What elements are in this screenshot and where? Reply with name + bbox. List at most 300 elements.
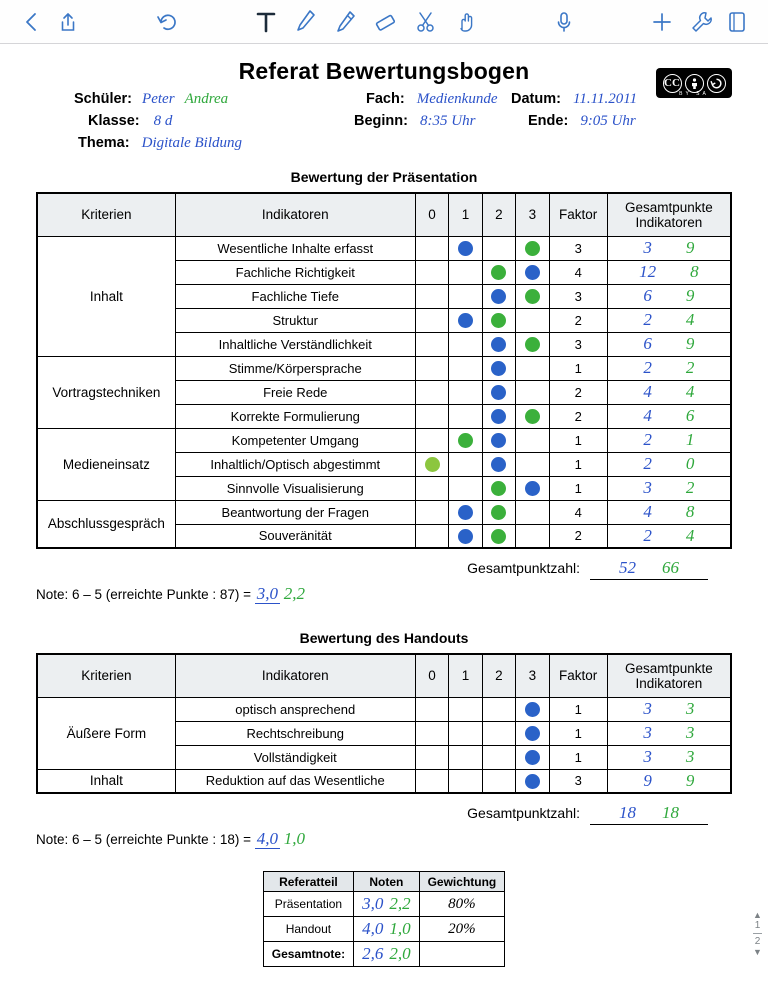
gesamtpunkte-green: 4	[685, 525, 695, 545]
score-cell	[516, 380, 549, 404]
score-cell	[415, 428, 448, 452]
gesamtpunkte-blue: 2	[643, 525, 652, 545]
presentation-total-label: Gesamtpunktzahl:	[467, 560, 580, 576]
summary-note-green: 1,0	[389, 919, 411, 938]
col-gesamtpunkte	[607, 193, 731, 236]
value-thema: Digitale Bildung	[141, 135, 243, 151]
presentation-note-green: 2,2	[283, 584, 306, 603]
score-cell-marked	[516, 236, 549, 260]
gesamtpunkte-cell	[607, 284, 731, 308]
score-cell	[449, 476, 482, 500]
score-dot-blue	[525, 702, 540, 717]
header-fields	[36, 91, 732, 157]
score-dot-blue	[491, 385, 506, 400]
indicator-cell: Wesentliche Inhalte erfasst	[175, 236, 415, 260]
score-dot-blue	[525, 265, 540, 280]
table-row	[37, 697, 731, 721]
label-ende: Ende:	[528, 113, 569, 129]
col-indikatoren: Indikatoren	[175, 654, 415, 697]
indicator-cell: Rechtschreibung	[175, 721, 415, 745]
score-cell-marked	[415, 452, 448, 476]
score-cell	[415, 500, 448, 524]
value-beginn: 8:35 Uhr	[420, 113, 476, 129]
summary-col-referatteil: Referatteil	[263, 872, 353, 892]
criterion-cell: Inhalt	[37, 769, 175, 793]
col-gesamtpunkte	[607, 654, 731, 697]
col-kriterien: Kriterien	[37, 654, 175, 697]
faktor-cell: 1	[549, 428, 607, 452]
indicator-cell: Fachliche Tiefe	[175, 284, 415, 308]
criterion-cell: Äußere Form	[37, 697, 175, 769]
score-dot-blue	[525, 481, 540, 496]
col-faktor: Faktor	[549, 654, 607, 697]
score-cell	[516, 500, 549, 524]
gesamtpunkte-green: 9	[685, 238, 695, 257]
score-cell	[415, 476, 448, 500]
document-page	[0, 58, 768, 967]
indicator-cell: Kompetenter Umgang	[175, 428, 415, 452]
faktor-cell: 1	[549, 452, 607, 476]
label-fach: Fach:	[366, 91, 405, 107]
presentation-table	[36, 192, 732, 549]
indicator-cell: Sinnvolle Visualisierung	[175, 476, 415, 500]
gesamtpunkte-cell	[607, 236, 731, 260]
handout-note-line	[36, 829, 732, 849]
gesamtpunkte-blue: 3	[643, 747, 652, 766]
table-header-row	[37, 654, 731, 697]
criterion-cell: Vortragstechniken	[37, 356, 175, 428]
col-3: 3	[516, 193, 549, 236]
handout-table	[36, 653, 732, 794]
gesamtpunkte-cell	[607, 308, 731, 332]
score-cell	[449, 769, 482, 793]
indicator-cell: Vollständigkeit	[175, 745, 415, 769]
presentation-total-values	[590, 558, 708, 580]
indicator-cell: Fachliche Richtigkeit	[175, 260, 415, 284]
score-dot-blue	[491, 409, 506, 424]
share-icon[interactable]	[46, 11, 90, 33]
score-cell-marked	[482, 452, 515, 476]
summary-note	[354, 917, 420, 942]
score-cell-marked	[516, 721, 549, 745]
handout-total-values	[590, 803, 708, 825]
faktor-cell: 3	[549, 236, 607, 260]
microphone-icon[interactable]	[544, 10, 584, 34]
score-cell	[449, 721, 482, 745]
score-dot-blue	[525, 726, 540, 741]
score-cell	[482, 769, 515, 793]
score-dot-green	[525, 289, 540, 304]
gesamtpunkte-blue: 2	[643, 454, 652, 473]
value-datum: 11.11.2011	[572, 91, 638, 107]
score-cell-marked	[482, 476, 515, 500]
col-1: 1	[449, 654, 482, 697]
score-cell	[415, 380, 448, 404]
value-fach: Medienkunde	[416, 91, 498, 107]
table-row	[37, 769, 731, 793]
score-cell	[415, 284, 448, 308]
summary-note	[354, 892, 420, 917]
wrench-icon[interactable]	[682, 10, 722, 34]
cc-icon: CC	[663, 74, 682, 93]
score-dot-blue	[491, 457, 506, 472]
summary-header-row	[263, 872, 505, 892]
indicator-cell: Freie Rede	[175, 380, 415, 404]
criterion-cell: Inhalt	[37, 236, 175, 356]
score-cell	[415, 308, 448, 332]
score-cell	[449, 452, 482, 476]
gesamtpunkte-green: 2	[685, 358, 695, 377]
indicator-cell: Inhaltliche Verständlichkeit	[175, 332, 415, 356]
table-row	[37, 236, 731, 260]
score-cell-marked	[449, 524, 482, 548]
col-0: 0	[415, 654, 448, 697]
score-cell-marked	[482, 284, 515, 308]
score-dot-green	[425, 457, 440, 472]
score-cell	[415, 769, 448, 793]
score-cell	[449, 356, 482, 380]
score-cell	[415, 260, 448, 284]
indicator-cell: Stimme/Körpersprache	[175, 356, 415, 380]
score-cell-marked	[516, 260, 549, 284]
back-icon[interactable]	[16, 11, 46, 33]
score-dot-blue	[491, 361, 506, 376]
gesamtpunkte-cell	[607, 524, 731, 548]
col-kriterien: Kriterien	[37, 193, 175, 236]
summary-weight: 20%	[419, 917, 505, 942]
col-gesamtpunkte-line2: Indikatoren	[635, 214, 703, 230]
presentation-section-title: Bewertung der Präsentation	[290, 169, 478, 185]
page-navigator[interactable]	[753, 910, 762, 957]
score-dot-blue	[525, 750, 540, 765]
score-cell-marked	[516, 769, 549, 793]
score-cell	[415, 745, 448, 769]
presentation-note-line	[36, 584, 732, 604]
score-cell-marked	[516, 404, 549, 428]
handout-note-text: Note: 6 – 5 (erreichte Punkte : 18) =	[36, 832, 251, 847]
score-dot-green	[525, 409, 540, 424]
summary-part: Gesamtnote:	[263, 942, 353, 967]
summary-note-blue: 2,6	[362, 944, 384, 963]
gesamtpunkte-blue: 2	[643, 430, 652, 449]
text-tool-icon[interactable]	[246, 10, 286, 34]
indicator-cell: optisch ansprechend	[175, 697, 415, 721]
score-cell-marked	[516, 332, 549, 356]
score-dot-green	[491, 265, 506, 280]
score-cell	[449, 332, 482, 356]
label-klasse: Klasse:	[88, 113, 140, 129]
summary-weight: 80%	[419, 892, 505, 917]
label-datum: Datum:	[511, 91, 561, 107]
pen-tool-icon[interactable]	[286, 9, 326, 35]
score-dot-green	[525, 337, 540, 352]
summary-row	[263, 942, 505, 967]
handout-section-title: Bewertung des Handouts	[299, 630, 469, 646]
score-cell-marked	[482, 308, 515, 332]
gesamtpunkte-green: 3	[685, 723, 695, 742]
score-cell	[449, 697, 482, 721]
indicator-cell: Struktur	[175, 308, 415, 332]
score-dot-green	[491, 481, 506, 496]
indicator-cell: Reduktion auf das Wesentliche	[175, 769, 415, 793]
gesamtpunkte-cell	[607, 332, 731, 356]
score-cell	[449, 404, 482, 428]
presentation-total-blue: 52	[619, 558, 637, 577]
score-cell	[415, 404, 448, 428]
col-2: 2	[482, 193, 515, 236]
score-cell-marked	[449, 428, 482, 452]
gesamtpunkte-cell	[607, 697, 731, 721]
label-beginn: Beginn:	[354, 113, 408, 129]
summary-weight	[419, 942, 505, 967]
gesamtpunkte-cell	[607, 769, 731, 793]
criterion-cell: Abschlussgespräch	[37, 500, 175, 548]
col-2: 2	[482, 654, 515, 697]
score-cell	[415, 524, 448, 548]
table-header-row	[37, 193, 731, 236]
score-dot-blue	[458, 313, 473, 328]
gesamtpunkte-blue: 4	[643, 382, 652, 401]
gesamtpunkte-cell	[607, 476, 731, 500]
handout-note-green: 1,0	[283, 829, 306, 848]
summary-part: Handout	[263, 917, 353, 942]
col-faktor: Faktor	[549, 193, 607, 236]
score-dot-blue	[525, 774, 540, 789]
score-cell	[516, 524, 549, 548]
gesamtpunkte-blue: 3	[643, 699, 652, 718]
gesamtpunkte-blue: 3	[643, 723, 652, 742]
indicator-cell: Inhaltlich/Optisch abgestimmt	[175, 452, 415, 476]
score-cell	[449, 260, 482, 284]
col-0: 0	[415, 193, 448, 236]
faktor-cell: 4	[549, 260, 607, 284]
score-dot-blue	[491, 337, 506, 352]
gesamtpunkte-blue: 4	[643, 406, 652, 425]
gesamtpunkte-green: 8	[690, 262, 699, 281]
gesamtpunkte-cell	[607, 452, 731, 476]
gesamtpunkte-blue: 6	[643, 334, 652, 353]
score-cell-marked	[449, 308, 482, 332]
score-dot-green	[491, 505, 506, 520]
gesamtpunkte-green: 1	[685, 430, 695, 449]
summary-row	[263, 917, 505, 942]
score-cell	[449, 284, 482, 308]
gesamtpunkte-green: 9	[685, 334, 695, 353]
gesamtpunkte-cell	[607, 260, 731, 284]
summary-note-blue: 3,0	[362, 894, 384, 913]
undo-icon[interactable]	[148, 11, 188, 33]
presentation-total-green: 66	[661, 558, 679, 577]
gesamtpunkte-green: 8	[685, 502, 695, 521]
score-dot-blue	[458, 529, 473, 544]
faktor-cell: 3	[549, 332, 607, 356]
score-dot-green	[458, 433, 473, 448]
page-current: 1	[754, 920, 761, 931]
score-cell	[516, 308, 549, 332]
gesamtpunkte-blue: 6	[643, 286, 652, 305]
summary-part: Präsentation	[263, 892, 353, 917]
scissors-icon[interactable]	[406, 10, 446, 34]
value-schueler-blue: Peter	[142, 91, 175, 107]
score-dot-blue	[491, 289, 506, 304]
score-cell	[415, 721, 448, 745]
gesamtpunkte-green: 3	[685, 747, 695, 766]
indicator-cell: Korrekte Formulierung	[175, 404, 415, 428]
gesamtpunkte-cell	[607, 500, 731, 524]
presentation-note-text: Note: 6 – 5 (erreichte Punkte : 87) =	[36, 587, 251, 602]
gesamtpunkte-blue: 12	[639, 262, 657, 281]
gesamtpunkte-green: 6	[685, 406, 695, 425]
faktor-cell: 1	[549, 697, 607, 721]
gesamtpunkte-blue: 9	[643, 770, 652, 790]
gesamtpunkte-blue: 2	[643, 358, 652, 377]
faktor-cell: 2	[549, 308, 607, 332]
col-1: 1	[449, 193, 482, 236]
score-cell	[415, 236, 448, 260]
summary-note	[354, 942, 420, 967]
score-cell	[516, 452, 549, 476]
table-row	[37, 500, 731, 524]
score-dot-blue	[458, 241, 473, 256]
presentation-note-blue: 3,0	[256, 584, 279, 603]
label-thema: Thema:	[78, 135, 130, 151]
highlighter-tool-icon[interactable]	[326, 9, 366, 35]
value-ende: 9:05 Uhr	[580, 113, 636, 129]
gesamtpunkte-blue: 3	[643, 478, 652, 497]
score-dot-green	[491, 313, 506, 328]
page-divider	[753, 933, 762, 934]
col-gesamtpunkte-line1: Gesamtpunkte	[624, 660, 713, 676]
gesamtpunkte-cell	[607, 404, 731, 428]
gesamtpunkte-green: 0	[685, 454, 695, 473]
label-schueler: Schüler:	[74, 91, 133, 107]
criterion-cell: Medieneinsatz	[37, 428, 175, 500]
pages-icon[interactable]	[722, 10, 752, 34]
score-cell-marked	[449, 236, 482, 260]
col-gesamtpunkte-line2: Indikatoren	[635, 675, 703, 691]
gesamtpunkte-green: 2	[685, 478, 695, 497]
page-title: Referat Bewertungsbogen	[238, 58, 530, 84]
faktor-cell: 3	[549, 284, 607, 308]
gesamtpunkte-green: 3	[685, 699, 695, 718]
summary-row	[263, 892, 505, 917]
score-cell	[415, 356, 448, 380]
summary-note-green: 2,2	[389, 894, 411, 913]
summary-note-green: 2,0	[389, 944, 411, 963]
score-cell-marked	[516, 476, 549, 500]
score-cell	[415, 332, 448, 356]
page-down-icon[interactable]: ▼	[753, 947, 762, 957]
handout-totals	[36, 803, 732, 825]
score-cell	[516, 428, 549, 452]
col-gesamtpunkte-line1: Gesamtpunkte	[624, 199, 713, 215]
score-cell-marked	[482, 356, 515, 380]
faktor-cell: 2	[549, 524, 607, 548]
gesamtpunkte-blue: 4	[643, 502, 652, 521]
score-cell-marked	[516, 284, 549, 308]
score-cell-marked	[482, 500, 515, 524]
score-cell-marked	[482, 404, 515, 428]
gesamtpunkte-cell	[607, 428, 731, 452]
table-row	[37, 428, 731, 452]
handout-total-blue: 18	[619, 803, 637, 822]
gesamtpunkte-blue: 2	[643, 310, 652, 329]
table-row	[37, 356, 731, 380]
score-dot-blue	[458, 505, 473, 520]
score-cell-marked	[449, 500, 482, 524]
handout-total-label: Gesamtpunktzahl:	[467, 805, 580, 821]
score-cell-marked	[482, 260, 515, 284]
page-up-icon[interactable]: ▲	[753, 910, 762, 920]
score-cell-marked	[516, 745, 549, 769]
faktor-cell: 1	[549, 476, 607, 500]
faktor-cell: 3	[549, 769, 607, 793]
eraser-icon[interactable]	[366, 10, 406, 34]
score-cell	[516, 356, 549, 380]
faktor-cell: 2	[549, 380, 607, 404]
score-cell	[415, 697, 448, 721]
handout-note-blue: 4,0	[256, 829, 279, 848]
gesamtpunkte-green: 9	[685, 286, 695, 305]
gesamtpunkte-green: 9	[685, 770, 695, 790]
gesamtpunkte-green: 4	[685, 382, 695, 401]
score-cell-marked	[516, 697, 549, 721]
presentation-totals	[36, 558, 732, 580]
score-cell-marked	[482, 524, 515, 548]
value-schueler-green: Andrea	[184, 91, 229, 107]
score-dot-green	[525, 241, 540, 256]
faktor-cell: 2	[549, 404, 607, 428]
summary-table	[263, 871, 506, 967]
cc-by-icon	[685, 74, 704, 93]
score-dot-green	[491, 529, 506, 544]
summary-table-wrap	[36, 871, 732, 967]
score-cell-marked	[482, 332, 515, 356]
faktor-cell: 1	[549, 745, 607, 769]
app-toolbar	[0, 0, 768, 44]
col-3: 3	[516, 654, 549, 697]
faktor-cell: 1	[549, 356, 607, 380]
score-cell	[482, 236, 515, 260]
col-indikatoren: Indikatoren	[175, 193, 415, 236]
score-cell	[482, 697, 515, 721]
summary-col-noten: Noten	[354, 872, 420, 892]
score-cell-marked	[482, 428, 515, 452]
gesamtpunkte-cell	[607, 745, 731, 769]
faktor-cell: 1	[549, 721, 607, 745]
gesamtpunkte-cell	[607, 356, 731, 380]
cc-badge-subtext: BY SA	[679, 91, 709, 97]
faktor-cell: 4	[549, 500, 607, 524]
handout-total-green: 18	[661, 803, 679, 822]
indicator-cell: Beantwortung der Fragen	[175, 500, 415, 524]
summary-col-gewichtung: Gewichtung	[419, 872, 505, 892]
lasso-hand-icon[interactable]	[446, 10, 486, 34]
value-klasse: 8 d	[153, 113, 173, 129]
indicator-cell: Souveränität	[175, 524, 415, 548]
add-icon[interactable]	[642, 10, 682, 34]
score-cell	[482, 721, 515, 745]
score-cell-marked	[482, 380, 515, 404]
score-cell	[449, 745, 482, 769]
score-cell	[482, 745, 515, 769]
gesamtpunkte-blue: 3	[643, 238, 652, 257]
gesamtpunkte-cell	[607, 380, 731, 404]
summary-note-blue: 4,0	[362, 919, 384, 938]
gesamtpunkte-green: 4	[685, 310, 695, 329]
page-total: 2	[754, 936, 761, 947]
cc-sa-icon	[707, 74, 726, 93]
